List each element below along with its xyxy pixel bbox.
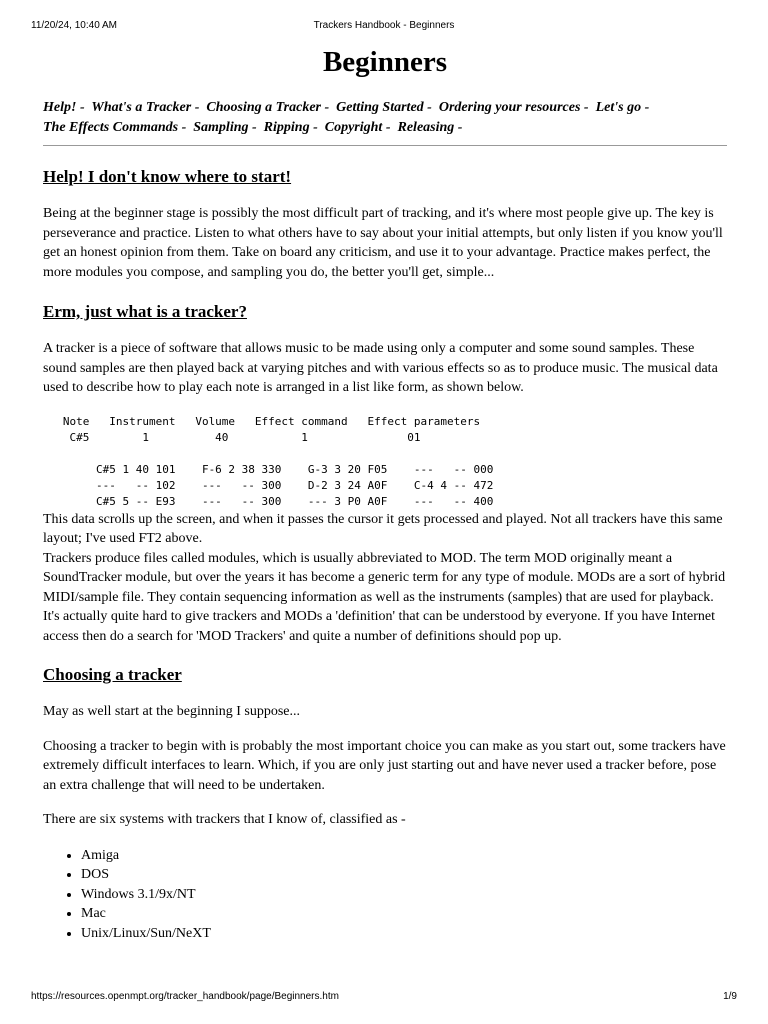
toc-separator: -	[79, 100, 85, 115]
toc-separator: -	[427, 100, 432, 115]
paragraph-modules: Trackers produce files called modules, which is usually abbreviated to MOD. The term MOD originally meant a SoundTracker module, but over the years it has become a generic term for any type of module. MODs are a sort of hybrid MIDI/sample file. They contain sequencing information as well as the instruments (samples) that are used for playback.	[43, 550, 726, 605]
toc-link-ripping[interactable]: Ripping	[263, 119, 310, 135]
toc-separator: -	[252, 119, 257, 135]
toc-line-1	[43, 98, 727, 118]
print-footer	[31, 991, 737, 1005]
toc-link-getting-started[interactable]: Getting Started	[336, 100, 424, 115]
toc-link-help[interactable]: Help!	[43, 100, 77, 115]
list-item-mac: • Mac	[81, 904, 727, 924]
toc-line-2	[43, 118, 727, 138]
list-item-amiga: • Amiga	[81, 846, 727, 866]
paragraph-tracker-intro: A tracker is a piece of software that allows music to be made using only a computer and some sound samples. These sound samples are then played back at varying pitches and with various effects so as to produce music. The musical data used to describe how to play each note is arranged in a list like form, as shown below.	[43, 341, 718, 395]
page-title: Beginners	[322, 46, 448, 78]
toc-separator: -	[181, 119, 187, 135]
paragraph-help: Being at the beginner stage is possibly the most difficult part of tracking, and it's where most people give up. The key is perseverance and practice. Listen to what others have to say about your initial attempts, but only listen if you know you'll get an honest opinion from them. Take on board any criticism, and use it to your advantage. Practice makes perfect, the more modules you compose, and sampling you do, the better you'll get, simple...	[43, 206, 723, 280]
toc-separator: -	[194, 100, 200, 115]
toc-separator: -	[324, 100, 330, 115]
paragraph-definition: It's actually quite hard to give trackers and MODs a 'definition' that can be understood by everyone. If you have Internet access then do a search for 'MOD Trackers' and quite a number of definitions should pop up.	[43, 609, 715, 644]
toc-link-ordering-resources[interactable]: Ordering your resources	[438, 100, 581, 115]
list-item-dos: • DOS	[81, 865, 727, 885]
tracker-pattern-example: Note Instrument Volume Effect command Effect parameters C#5 1 40 1 01 C#5 1 40 101 F-6 2 38 330 G-3 3 20 F05 --- -- 000 --- -- 102 --- -- 300 D-2 3 24 A0F C-4 4 -- 472 C#5 5 -- E93 --- -- 300 --- 3 P0 A0F --- -- 400	[62, 414, 494, 508]
toc-link-releasing[interactable]: Releasing	[397, 119, 455, 135]
toc-link-copyright[interactable]: Copyright	[324, 119, 383, 135]
heading-help: Help! I don't know where to start!	[43, 167, 292, 186]
table-of-contents	[43, 98, 727, 137]
toc-separator: -	[644, 100, 650, 115]
print-url: https://resources.openmpt.org/tracker_handbook/page/Beginners.htm	[31, 991, 339, 1002]
list-item-windows: • Windows 3.1/9x/NT	[81, 885, 727, 905]
toc-link-effects-commands[interactable]: The Effects Commands	[43, 119, 179, 135]
toc-link-choosing-a-tracker[interactable]: Choosing a Tracker	[206, 100, 321, 115]
toc-link-sampling[interactable]: Sampling	[193, 119, 249, 135]
toc-separator: -	[457, 119, 463, 135]
print-header	[31, 20, 737, 34]
list-item-unix: • Unix/Linux/Sun/NeXT	[81, 924, 727, 944]
paragraph-systems-intro: There are six systems with trackers that I know of, classified as -	[43, 812, 406, 827]
paragraph-choosing: Choosing a tracker to begin with is probably the most important choice you can make as you start out, some trackers have extremely difficult interfaces to learn. Which, if you are only just starting out and have never used a tracker before, pose an extra challenge that will need to be undertaken.	[43, 738, 726, 793]
systems-list	[43, 846, 727, 944]
heading-what-is-tracker: Erm, just what is a tracker?	[43, 302, 247, 321]
print-page-number: 1/9	[723, 991, 737, 1002]
print-date: 11/20/24, 10:40 AM	[31, 20, 117, 31]
toc-link-lets-go[interactable]: Let's go	[595, 100, 642, 115]
print-doc-title: Trackers Handbook - Beginners	[313, 20, 455, 31]
paragraph-scrolls: This data scrolls up the screen, and when it passes the cursor it gets processed and played. Not all trackers have this same layout; I've used FT2 above.	[43, 511, 723, 546]
paragraph-start: May as well start at the beginning I suppose...	[43, 704, 301, 719]
heading-choosing-tracker: Choosing a tracker	[43, 665, 182, 684]
toc-link-whats-a-tracker[interactable]: What's a Tracker	[91, 100, 192, 115]
page-content	[43, 44, 727, 943]
toc-separator: -	[583, 100, 589, 115]
toc-separator: -	[313, 119, 318, 135]
toc-separator: -	[385, 119, 391, 135]
horizontal-rule	[43, 145, 727, 146]
